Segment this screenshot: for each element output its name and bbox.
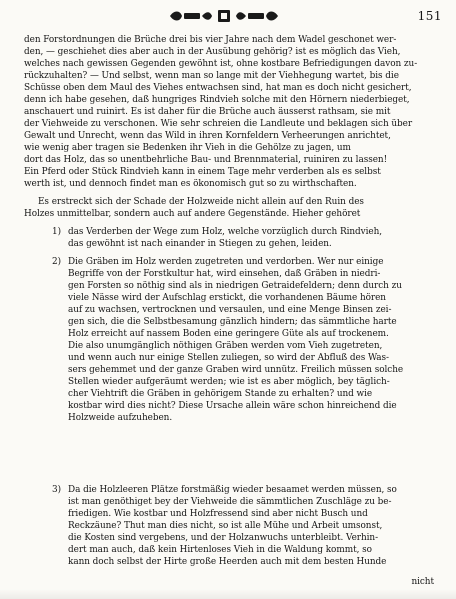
text-line: der Viehweide zu verschonen. Wie sehr schreien die Landleute und beklagen sich über (24, 119, 413, 129)
catchword: nicht (411, 577, 434, 587)
text-line: Holzes unmittelbar, sondern auch auf andere Gegenstände. Hieher gehöret (24, 209, 361, 219)
text-line: dert man auch, daß kein Hirtenloses Vieh in die Waldung kommt, so (68, 545, 372, 555)
text-line: den Forstordnungen die Brüche drei bis vier Jahre nach dem Wadel geschonet wer- (24, 35, 397, 45)
text-line: Gewalt und Unrecht, wenn das Wild in ihren Kornfeldern Verheerungen anrichtet, (24, 131, 391, 141)
page-number: 151 (417, 9, 442, 23)
text-line: Reckzäune? Thut man dies nicht, so ist alle Mühe und Arbeit umsonst, (68, 521, 383, 531)
item-number: 2) (52, 257, 62, 267)
text-line: das Verderben der Wege zum Holz, welche vorzüglich durch Rindvieh, (68, 227, 383, 237)
text-line: rückzuhalten? — Und selbst, wenn man so lange mit der Viehhegung wartet, bis die (24, 71, 399, 81)
text-line: wie wenig aber tragen sie Bedenken ihr Vieh in die Gehölze zu jagen, um (24, 143, 351, 153)
text-line: denn ich habe gesehen, daß hungriges Rindvieh solche mit den Hörnern niederbieget, (24, 95, 410, 105)
text-line: gen Forsten so nöthig sind als in niedrigen Getraidefeldern; denn durch zu (68, 281, 402, 291)
page-edge-shadow (0, 589, 456, 599)
text-line: anschauert und ruinirt. Es ist daher für die Brüche auch äusserst rathsam, sie mit (24, 107, 391, 117)
text-line: viele Nässe wird der Aufschlag erstickt, die vorhandenen Bäume hören (68, 293, 386, 303)
text-line: auf zu wachsen, vertrocknen und versaulen, und eine Menge Binsen zei- (68, 305, 392, 315)
text-line: Holz erreicht auf nassem Boden eine geringere Güte als auf trockenem. (68, 329, 389, 339)
text-line: kostbar wird dies nicht? Diese Ursache allein wäre schon hinreichend die (68, 401, 397, 411)
text-line: Holzweide aufzuheben. (68, 413, 173, 423)
text-line: Begriffe von der Forstkultur hat, wird einsehen, daß Gräben in niedri- (68, 269, 381, 279)
text-line: ist man genöthiget bey der Viehweide die sämmtlichen Zuschläge zu be- (68, 497, 392, 507)
text-line: Die also unumgänglich nöthigen Gräben werden vom Vieh zugetreten, (68, 341, 383, 351)
text-line: und wenn auch nur einige Stellen zuliegen, so wird der Abfluß des Was- (68, 353, 390, 363)
item-number: 3) (52, 485, 62, 495)
text-line: Ein Pferd oder Stück Rindvieh kann in einem Tage mehr verderben als es selbst (24, 167, 381, 177)
text-line: die Kosten sind vergebens, und der Holzanwuchs unterbleibt. Verhin- (68, 533, 379, 543)
text-line: Stellen wieder aufgeräumt werden; wie ist es aber möglich, bey täglich- (68, 377, 390, 387)
text-line: welches nach gewissen Gegenden gewöhnt ist, ohne kostbare Befriedigungen davon zu- (24, 59, 418, 69)
text-line: werth ist, und dennoch findet man es ökonomisch gut so zu wirthschaften. (24, 179, 357, 189)
text-line: Die Gräben im Holz werden zugetreten und verdorben. Wer nur einige (68, 257, 384, 267)
text-line: gen sich, die die Selbstbesamung gänzlich hindern; das sämmtliche harte (68, 317, 397, 327)
text-line: kann doch selbst der Hirte große Heerden auch mit dem besten Hunde (68, 557, 387, 567)
text-line: dort das Holz, das so unentbehrliche Bau- und Brennmaterial, ruiniren zu lassen! (24, 155, 388, 165)
text-line: Es erstreckt sich der Schade der Holzweide nicht allein auf den Ruin des (38, 197, 364, 207)
text-line: Schüsse oben dem Maul des Viehes entwachsen sind, hat man es doch nicht gesichert, (24, 83, 412, 93)
text-line: sers gehemmet und der ganze Graben wird unnütz. Freilich müssen solche (68, 365, 404, 375)
text-line: das gewöhnt ist nach einander in Stiegen zu gehen, leiden. (68, 239, 332, 249)
item-number: 1) (52, 227, 62, 237)
text-line: friedigen. Wie kostbar und Holzfressend sind aber nicht Busch und (68, 509, 368, 519)
text-line: cher Viehtrift die Gräben in gehörigem Stande zu erhalten? und wie (68, 389, 373, 399)
text-line: Da die Holzleeren Plätze forstmäßig wieder besaamet werden müssen, so (68, 485, 397, 495)
text-line: den, — geschiehet dies aber auch in der Ausübung gehörig? ist es möglich das Vieh, (24, 47, 401, 57)
